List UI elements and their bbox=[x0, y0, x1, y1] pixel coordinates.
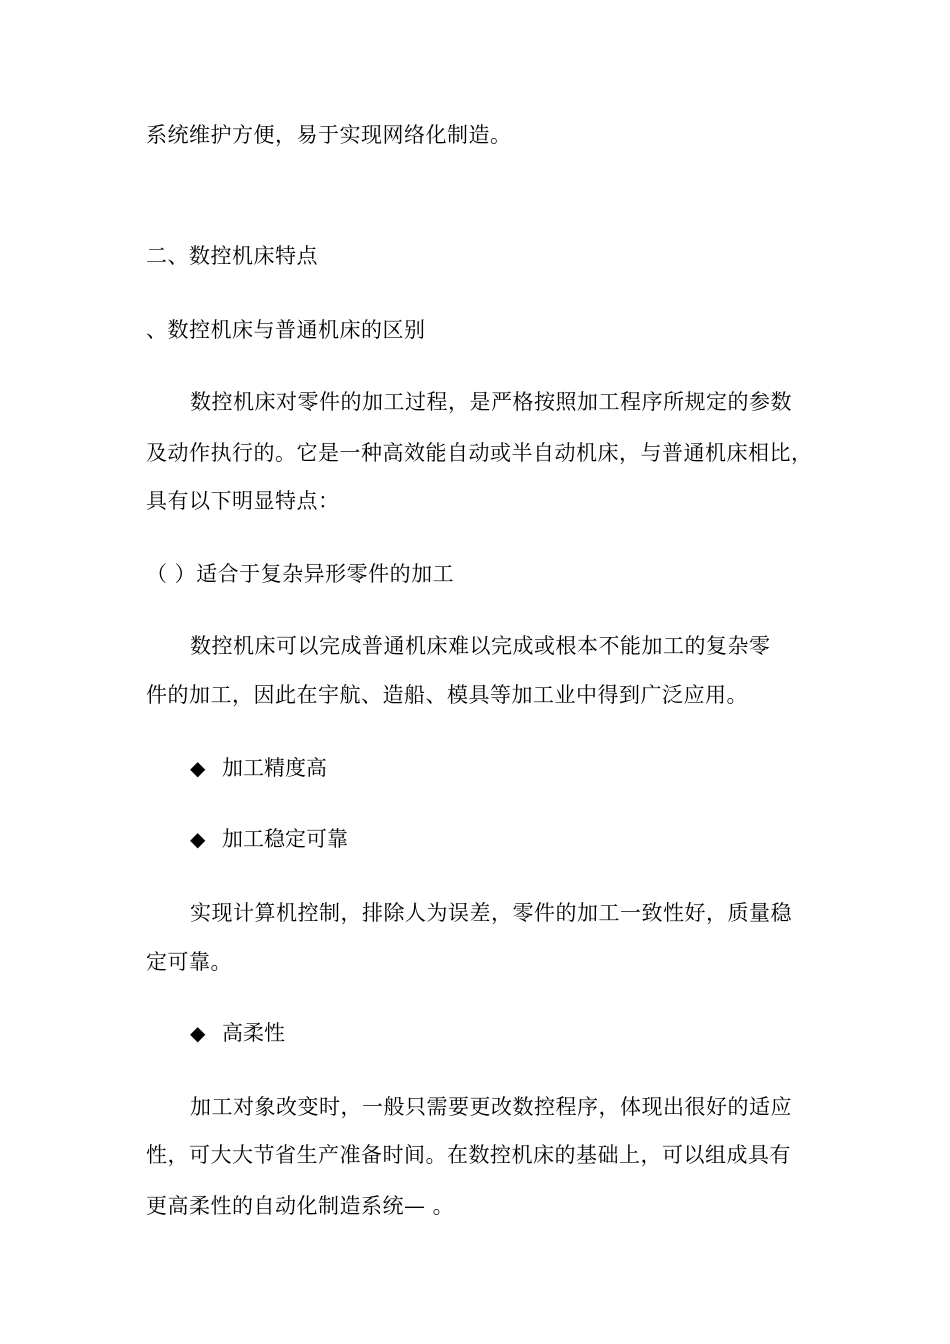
bullet-item bbox=[190, 754, 327, 782]
diamond-bullet-icon: ◆ bbox=[190, 756, 206, 780]
paragraph-line: 数控机床对零件的加工过程，是严格按照加工程序所规定的参数 bbox=[190, 390, 792, 414]
bullet-label: 加工稳定可靠 bbox=[222, 827, 348, 851]
bullet-label: 加工精度高 bbox=[222, 756, 327, 780]
bullet-item bbox=[190, 825, 348, 853]
bullet-item bbox=[190, 1019, 285, 1047]
subsection-heading: 、数控机床与普通机床的区别 bbox=[146, 318, 426, 342]
paragraph-line: 数控机床可以完成普通机床难以完成或根本不能加工的复杂零 bbox=[190, 634, 771, 658]
feature-heading: （ ）适合于复杂异形零件的加工 bbox=[146, 562, 455, 586]
paragraph-line: 性，可大大节省生产准备时间。在数控机床的基础上，可以组成具有 bbox=[146, 1143, 791, 1167]
bullet-label: 高柔性 bbox=[222, 1021, 285, 1045]
paragraph-line: 更高柔性的自动化制造系统— 。 bbox=[146, 1194, 455, 1218]
section-heading: 二、数控机床特点 bbox=[146, 244, 318, 268]
paragraph-line: 系统维护方便，易于实现网络化制造。 bbox=[146, 123, 512, 147]
paragraph-line: 件的加工，因此在宇航、造船、模具等加工业中得到广泛应用。 bbox=[146, 683, 748, 707]
paragraph-line: 定可靠。 bbox=[146, 950, 232, 974]
paragraph-line: 具有以下明显特点： bbox=[146, 489, 340, 513]
paragraph-line: 及动作执行的。它是一种高效能自动或半自动机床，与普通机床相比， bbox=[146, 441, 813, 465]
diamond-bullet-icon: ◆ bbox=[190, 827, 206, 851]
paragraph-line: 实现计算机控制，排除人为误差，零件的加工一致性好，质量稳 bbox=[190, 901, 792, 925]
paragraph-line: 加工对象改变时，一般只需要更改数控程序，体现出很好的适应 bbox=[190, 1095, 792, 1119]
diamond-bullet-icon: ◆ bbox=[190, 1021, 206, 1045]
